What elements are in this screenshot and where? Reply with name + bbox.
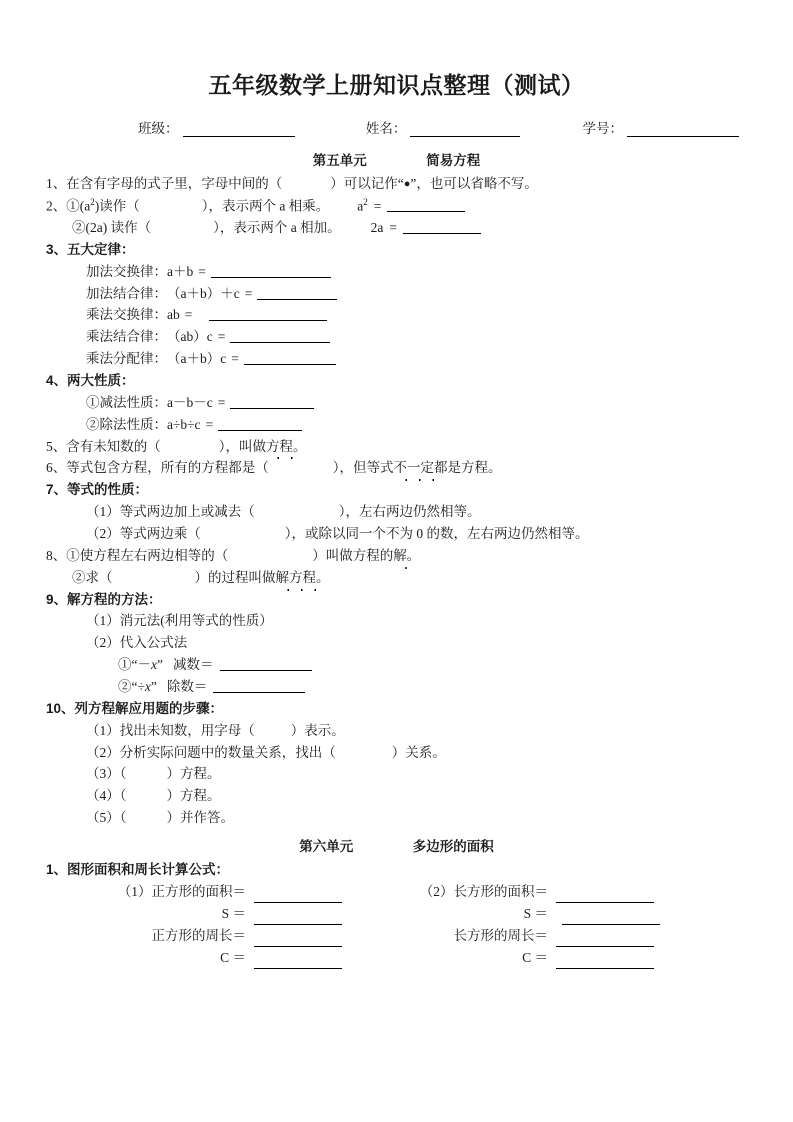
- student-number-blank[interactable]: [627, 123, 739, 137]
- q7-item1-marker: （1）: [86, 504, 120, 520]
- q10-i3-marker: （3）: [86, 766, 120, 782]
- rect-perimeter-symbol-label: C ＝: [522, 950, 548, 966]
- q9-f2-operator: ÷: [137, 679, 145, 695]
- q5-text-c: 。: [293, 438, 307, 454]
- rect-perimeter-label: 长方形的周长＝: [453, 928, 548, 944]
- q8-item2-text-c: 。: [316, 569, 330, 585]
- q2-item1-open: (: [79, 198, 85, 214]
- question-1: [46, 173, 747, 195]
- q7-item1-text-b: ），左右两边仍然相等。: [338, 504, 481, 520]
- law-answer-rule[interactable]: [257, 286, 337, 300]
- q9-f2-answer-rule[interactable]: [213, 679, 305, 693]
- property-marker: ②: [86, 416, 100, 432]
- q8-item2-text-b: ）的过程叫做: [194, 569, 276, 585]
- q7-title: 等式的性质：: [67, 482, 149, 498]
- q8-item1-text-a: 使方程左右两边相等的（: [79, 547, 229, 563]
- q10-i3-text-a: （: [119, 766, 127, 782]
- q2-item1-marker: ①: [66, 198, 80, 214]
- law-row: [46, 348, 747, 370]
- question-10-item-5: [46, 807, 747, 829]
- q8-item1-emphasis: 解: [393, 545, 407, 567]
- square-perimeter-rule[interactable]: [254, 933, 342, 947]
- law-name: 加法结合律：: [86, 285, 167, 301]
- property-equals: =: [205, 416, 214, 432]
- q3-number: 3、: [46, 241, 68, 257]
- q2-item1-eq-sign: =: [373, 198, 382, 214]
- q2-item1-answer-rule[interactable]: [387, 198, 465, 212]
- question-9-title: [46, 589, 747, 611]
- q1-text-c: ”，也可以省略不写。: [410, 175, 538, 191]
- q7-item2-marker: （2）: [86, 526, 120, 541]
- law-row: [46, 304, 747, 326]
- q10-i1-marker: （1）: [86, 722, 120, 738]
- q10-number: 10、: [46, 700, 75, 716]
- u6-q1-title: 图形面积和周长计算公式：: [67, 862, 230, 878]
- left-marker: （1）: [117, 884, 152, 900]
- q10-i3-text-b: ）方程。: [166, 766, 221, 782]
- q1-text-b: ）可以记作“: [330, 175, 404, 191]
- formula-row: [368, 881, 728, 903]
- property-row: [46, 392, 747, 414]
- question-10-item-1: [46, 720, 747, 742]
- q9-f1-variable: x: [151, 657, 157, 673]
- square-perimeter-label: 正方形的周长＝: [151, 928, 246, 944]
- property-answer-rule[interactable]: [218, 417, 302, 431]
- question-5: [46, 436, 747, 458]
- q10-title: 列方程解应用题的步骤：: [74, 700, 224, 716]
- law-expression: ab: [167, 307, 180, 323]
- q5-text-a: 含有未知数的（: [66, 438, 161, 454]
- property-marker: ①: [86, 394, 100, 410]
- law-name: 乘法交换律：: [86, 307, 167, 323]
- q2-number: 2、: [46, 198, 67, 214]
- q2-item1-close: ): [94, 198, 100, 214]
- q2-item2-marker: ②: [72, 219, 86, 235]
- q10-i2-marker: （2）: [86, 744, 120, 760]
- property-answer-rule[interactable]: [230, 395, 314, 409]
- q8-item1-text-c: 。: [406, 547, 421, 563]
- square-area-label: [68, 881, 246, 903]
- q9-f1-quote-close: ”: [157, 657, 163, 673]
- q8-item2-emphasis: 解方程: [276, 567, 317, 589]
- unit6-heading: [46, 835, 747, 855]
- property-row: [46, 414, 747, 436]
- law-expression: （ab）c: [167, 329, 213, 345]
- q10-i5-text-a: （: [119, 810, 127, 826]
- question-10-item-3: [46, 763, 747, 785]
- law-equals: =: [217, 329, 226, 345]
- q9-f2-variable: x: [144, 679, 151, 695]
- law-equals: =: [244, 285, 253, 301]
- law-equals: =: [231, 351, 239, 367]
- q9-f1-answer-rule[interactable]: [220, 657, 312, 671]
- question-9-item-2: [46, 632, 747, 654]
- name-blank[interactable]: [410, 123, 520, 137]
- q5-number: 5、: [46, 438, 67, 454]
- q6-emphasis: 不一定: [394, 457, 435, 479]
- q2-item2-tail: ），表示两个 a 相加。: [213, 219, 341, 235]
- square-area-text: 正方形的面积＝: [151, 884, 246, 900]
- unit6-heading-number: 第六单元: [299, 839, 354, 855]
- q2-item1-tail: ），表示两个 a 相乘。: [201, 198, 330, 214]
- square-area-rule[interactable]: [254, 889, 342, 903]
- property-expression: a－b－c: [167, 394, 213, 410]
- square-perimeter-symbol-label: C ＝: [220, 950, 246, 966]
- q2-item2-eq-lhs: 2a: [370, 219, 384, 235]
- q9-f2-quote-open: “: [131, 679, 138, 695]
- q9-title: 解方程的方法：: [67, 591, 162, 607]
- law-answer-rule[interactable]: [244, 351, 336, 365]
- question-4-title: [46, 370, 747, 392]
- square-perimeter-symbol-rule[interactable]: [254, 955, 342, 969]
- q9-item1-text: 消元法(利用等式的性质）: [119, 613, 273, 629]
- law-row: [46, 326, 747, 348]
- q7-item1-text-a: 等式两边加上或减去（: [119, 504, 255, 520]
- q8-item1-marker: ①: [66, 547, 80, 563]
- q7-number: 7、: [46, 482, 68, 498]
- q7-item2-text-a: 等式两边乘（: [119, 526, 201, 541]
- q10-i1-text-a: 找出未知数，用字母（: [119, 722, 255, 738]
- question-7-item-2: [46, 523, 747, 545]
- q2-item1-eq-sup: 2: [363, 196, 368, 207]
- q9-f1-operator: －: [137, 657, 151, 673]
- rect-area-label: [368, 881, 548, 903]
- law-expression: a＋b: [167, 263, 194, 279]
- q5-emphasis: 方程: [266, 436, 293, 458]
- q10-i5-marker: （5）: [86, 810, 120, 826]
- q5-text-b: ），叫做: [218, 438, 266, 454]
- law-equals: =: [184, 307, 193, 323]
- q2-item1-eq-lhs: a: [357, 198, 364, 214]
- formula-row: [368, 925, 728, 947]
- law-name: 乘法分配律：: [86, 351, 167, 367]
- q3-title: 五大定律：: [67, 241, 135, 257]
- formula-grid: [46, 881, 747, 969]
- class-field[interactable]: [138, 117, 295, 137]
- formula-row: [68, 925, 368, 947]
- q10-i5-text-b: ）并作答。: [166, 810, 234, 826]
- formula-row: [68, 881, 368, 903]
- question-10-item-4: [46, 785, 747, 807]
- student-number-field[interactable]: [583, 117, 740, 137]
- question-8-line-2: [46, 567, 747, 589]
- rect-area-symbol-rule[interactable]: [562, 911, 660, 925]
- identity-row: [46, 117, 747, 137]
- q9-f1-label: 减数＝: [173, 657, 214, 673]
- q10-i2-text-a: 分析实际问题中的数量关系，找出（: [119, 744, 336, 760]
- q9-number: 9、: [46, 591, 68, 607]
- unit5-heading-name: 简易方程: [426, 152, 481, 168]
- name-field[interactable]: [366, 117, 521, 137]
- student-number-label: 学号：: [582, 120, 623, 136]
- q9-f2-marker: ②: [118, 679, 132, 695]
- unit5-heading-number: 第五单元: [312, 152, 367, 168]
- question-10-item-2: [46, 742, 747, 764]
- law-row: [46, 261, 747, 283]
- q8-item2-marker: ②: [72, 569, 86, 585]
- rect-perimeter-symbol-rule[interactable]: [556, 955, 654, 969]
- q4-title: 两大性质：: [67, 372, 135, 388]
- law-answer-rule[interactable]: [230, 329, 330, 343]
- q6-text-a: 等式包含方程，所有的方程都是（: [66, 460, 269, 476]
- formula-row: [68, 947, 368, 969]
- q1-number: 1、: [46, 175, 67, 191]
- formula-column-square: [46, 881, 368, 969]
- law-equals: =: [198, 263, 206, 279]
- q9-f2-label: 除数＝: [166, 679, 208, 695]
- unit5-heading: [46, 149, 747, 169]
- q9-f1-marker: ①: [118, 657, 132, 673]
- law-answer-rule[interactable]: [209, 307, 327, 321]
- property-equals: =: [217, 394, 226, 410]
- q6-text-c: 都是方程。: [434, 460, 502, 476]
- formula-row: [368, 947, 728, 969]
- q2-item1-read: 读作（: [99, 198, 140, 214]
- q9-item2-text: 代入公式法: [119, 635, 188, 651]
- q8-number: 8、: [46, 547, 67, 563]
- q6-number: 6、: [46, 460, 67, 476]
- question-6: [46, 457, 747, 479]
- q10-i4-text-b: ）方程。: [166, 788, 221, 804]
- q4-number: 4、: [46, 372, 68, 388]
- q2-item2-read: 读作（: [107, 219, 152, 235]
- law-row: [46, 283, 747, 305]
- page-title: 五年级数学上册知识点整理（测试）: [208, 73, 585, 98]
- question-10-title: [46, 698, 747, 720]
- square-area-symbol-rule[interactable]: [254, 911, 342, 925]
- q9-item1-marker: （1）: [86, 613, 120, 629]
- law-name: 加法交换律：: [86, 263, 167, 279]
- formula-row: [368, 903, 728, 925]
- q8-item2-text-a: 求（: [85, 569, 113, 585]
- q2-item2-expr: (2a): [85, 219, 108, 235]
- q9-f1-quote-open: “: [131, 657, 138, 673]
- class-blank[interactable]: [183, 123, 295, 137]
- q6-text-b: ），但等式: [332, 460, 394, 476]
- q1-text-a: 在含有字母的式子里，字母中间的（: [66, 175, 283, 191]
- unit6-question-1-title: [46, 859, 747, 881]
- q7-item2-text-b: ），或除以同一个不为 0 的数，左右两边仍然相等。: [284, 526, 589, 541]
- property-name: 减法性质：: [99, 394, 167, 410]
- class-label: 班级：: [138, 120, 179, 136]
- formula-row: [68, 903, 368, 925]
- rect-area-rule[interactable]: [556, 889, 654, 903]
- question-8-line-1: [46, 545, 747, 567]
- rect-perimeter-rule[interactable]: [556, 933, 654, 947]
- rect-area-symbol-label: S ＝: [523, 906, 548, 922]
- right-marker: （2）: [419, 884, 454, 900]
- question-2-line-2: [46, 217, 747, 239]
- property-name: 除法性质：: [99, 416, 167, 432]
- q10-i4-text-a: （: [119, 788, 127, 804]
- square-area-symbol-label: S ＝: [221, 906, 246, 922]
- q9-f2-quote-close: ”: [150, 679, 157, 695]
- question-9-item-1: [46, 610, 747, 632]
- q10-i1-text-b: ）表示。: [290, 722, 345, 738]
- law-answer-rule[interactable]: [211, 264, 331, 278]
- u6-q1-number: 1、: [46, 862, 68, 878]
- q2-item2-eq-sign: =: [389, 219, 397, 235]
- q10-i4-marker: （4）: [86, 788, 120, 804]
- law-expression: （a＋b）＋c: [167, 285, 240, 301]
- q10-i2-text-b: ）关系。: [391, 744, 446, 760]
- q9-item2-marker: （2）: [86, 635, 120, 651]
- question-7-title: [46, 479, 747, 501]
- name-label: 姓名：: [365, 120, 407, 136]
- law-name: 乘法结合律：: [86, 329, 167, 345]
- question-9-formula-1: [46, 654, 747, 676]
- question-9-formula-2: [46, 676, 747, 698]
- property-expression: a÷b÷c: [167, 416, 201, 432]
- q8-item1-text-b: ）叫做方程的: [312, 547, 394, 563]
- q2-item1-base: a: [84, 198, 91, 214]
- rect-area-text: 长方形的面积＝: [453, 884, 548, 900]
- question-2-line-1: [46, 195, 747, 217]
- formula-column-rectangle: [368, 881, 728, 969]
- q2-item1-exponent: 2: [90, 196, 95, 207]
- law-expression: （a＋b）c: [167, 351, 227, 367]
- question-3-title: [46, 239, 747, 261]
- unit6-heading-name: 多边形的面积: [412, 839, 494, 855]
- multiplication-dot-icon: ●: [403, 177, 411, 190]
- q2-item2-answer-rule[interactable]: [403, 220, 481, 234]
- question-7-item-1: [46, 501, 747, 523]
